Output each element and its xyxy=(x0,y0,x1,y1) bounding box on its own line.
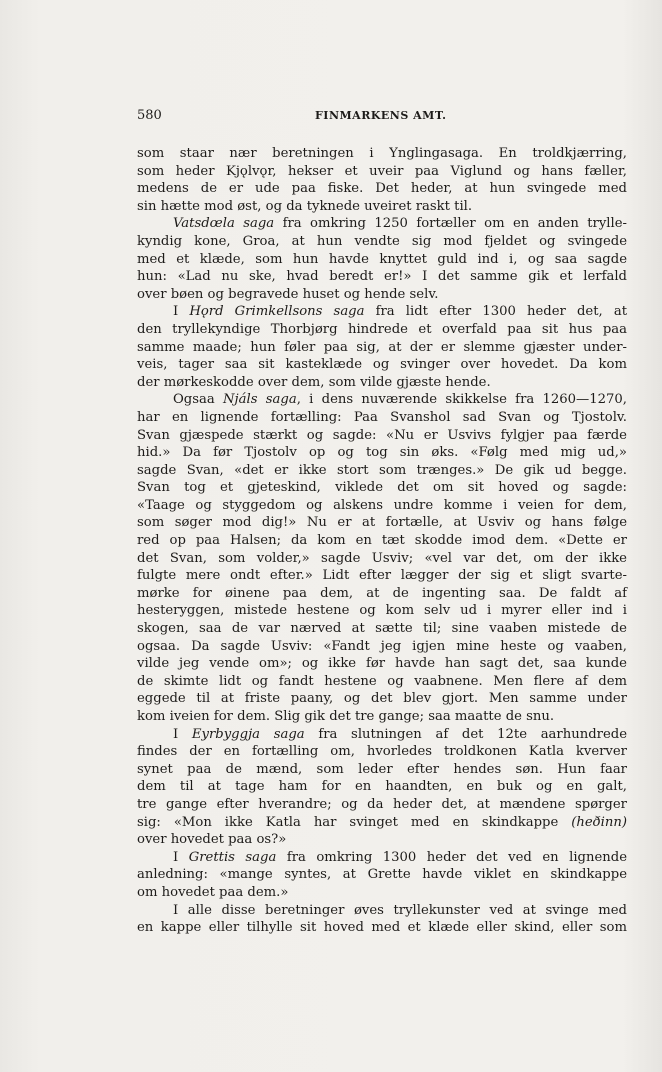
text-line: Vatsdœla saga fra omkring 1250 fortæller om en anden trylle- xyxy=(173,216,627,232)
text-line: skogen, saa de var nærved at sætte til; sine vaaben mistede de xyxy=(137,621,627,637)
page-number: 580 xyxy=(137,108,162,123)
text-line: de skimte lidt og fandt hestene og vaabnene. Men flere af dem xyxy=(137,673,627,689)
text-line: tre gange efter hverandre; og da heder det, at mændene spørger xyxy=(137,796,627,812)
running-title: FINMARKENS AMT. xyxy=(315,109,447,122)
text-line: Svan gjæspede stærkt og sagde: «Nu er Usvivs fylgjer paa færde xyxy=(137,427,627,443)
text-line: som søger mod dig!» Nu er at fortælle, at Usviv og hans følge xyxy=(137,515,627,531)
text-line: hesteryggen, mistede hestene og kom selv ud i myrer eller ind i xyxy=(137,603,627,619)
text-line: hid.» Da før Tjostolv op og tog sin øks. «Følg med mig ud,» xyxy=(137,445,627,461)
text-line: samme maade; hun føler paa sig, at der er slemme gjæster under- xyxy=(137,339,627,355)
text-line: om hovedet paa dem.» xyxy=(137,884,289,900)
text-line: «Taage og styggedom og alskens undre komme i veien for dem, xyxy=(137,497,627,513)
text-line: veis, tager saa sit kasteklæde og svinger over hovedet. Da kom xyxy=(137,357,627,373)
text-line: sin hætte mod øst, og da tyknede uveiret raskt til. xyxy=(137,198,473,214)
text-line: kyndig kone, Groa, at hun vendte sig mod fjeldet og svingede xyxy=(137,233,627,249)
text-line: har en lignende fortælling: Paa Svanshol sad Svan og Tjostolv. xyxy=(137,409,627,425)
text-line: sig: «Mon ikke Katla har svinget med en skindkappe (heðinn) xyxy=(137,814,627,830)
text-line: vilde jeg vende om»; og ikke før havde han sagt det, saa kunde xyxy=(137,656,627,672)
text-line: I Grettis saga fra omkring 1300 heder det ved en lignende xyxy=(173,849,628,865)
text-line: anledning: «mange syntes, at Grette havde viklet en skindkappe xyxy=(137,867,627,883)
text-line: som heder Kjǫlvǫr, hekser et uveir paa Viglund og hans fæller, xyxy=(137,163,627,179)
text-line: Svan tog et gjeteskind, viklede det om sit hoved og sagde: xyxy=(137,480,627,496)
text-line: med et klæde, som hun havde knyttet guld ind i, og saa sagde xyxy=(137,251,627,267)
text-line: kom iveien for dem. Slig gik det tre gange; saa maatte de snu. xyxy=(137,709,555,724)
text-line: eggede til at friste paany, og det blev gjort. Men samme under xyxy=(137,691,627,707)
text-line: som staar nær beretningen i Ynglingasaga. En troldkjærring, xyxy=(137,146,627,161)
text-line: dem til at tage ham for en haandten, en buk og en galt, xyxy=(137,779,627,795)
text-line: medens de er ude paa fiske. Det heder, at hun svingede med xyxy=(137,181,627,197)
text-line: synet paa de mænd, som leder efter hendes søn. Hun faar xyxy=(137,761,627,777)
text-line: ogsaa. Da sagde Usviv: «Fandt jeg igjen mine heste og vaaben, xyxy=(137,638,627,654)
text-line: I Eyrbyggja saga fra slutningen af det 12te aarhundrede xyxy=(173,726,628,742)
text-line: I Hǫrd Grimkellsons saga fra lidt efter 1300 heder det, at xyxy=(173,304,628,320)
page-header xyxy=(137,108,627,128)
text-line: mørke for øinene paa dem, at de ingenting saa. De faldt af xyxy=(137,585,627,601)
text-line: findes der en fortælling om, hvorledes troldkonen Katla kverver xyxy=(137,744,627,760)
text-line: det Svan, som volder,» sagde Usviv; «vel var det, om der ikke xyxy=(137,550,627,566)
text-line: I alle disse beretninger øves tryllekunster ved at svinge med xyxy=(173,902,627,918)
text-line: sagde Svan, «det er ikke stort som trænges.» De gik ud begge. xyxy=(137,462,627,478)
text-line: over hovedet paa os?» xyxy=(137,832,287,848)
text-line: over bøen og begravede huset og hende selv. xyxy=(137,286,439,302)
text-line: Ogsaa Njáls saga, i dens nuværende skikkelse fra 1260—1270, xyxy=(173,392,627,408)
text-line: red op paa Halsen; da kom en tæt skodde imod dem. «Dette er xyxy=(137,533,627,549)
text-line: der mørkeskodde over dem, som vilde gjæste hende. xyxy=(137,374,491,390)
text-line: den tryllekyndige Thorbjørg hindrede et overfald paa sit hus paa xyxy=(137,321,627,337)
text-line: hun: «Lad nu ske, hvad beredt er!» I det samme gik et lerfald xyxy=(137,269,627,285)
body-text xyxy=(137,145,627,937)
text-line: fulgte mere ondt efter.» Lidt efter lægger der sig et sligt svarte- xyxy=(137,568,627,584)
text-line: en kappe eller tilhylle sit hoved med et klæde eller skind, eller som xyxy=(137,920,627,936)
